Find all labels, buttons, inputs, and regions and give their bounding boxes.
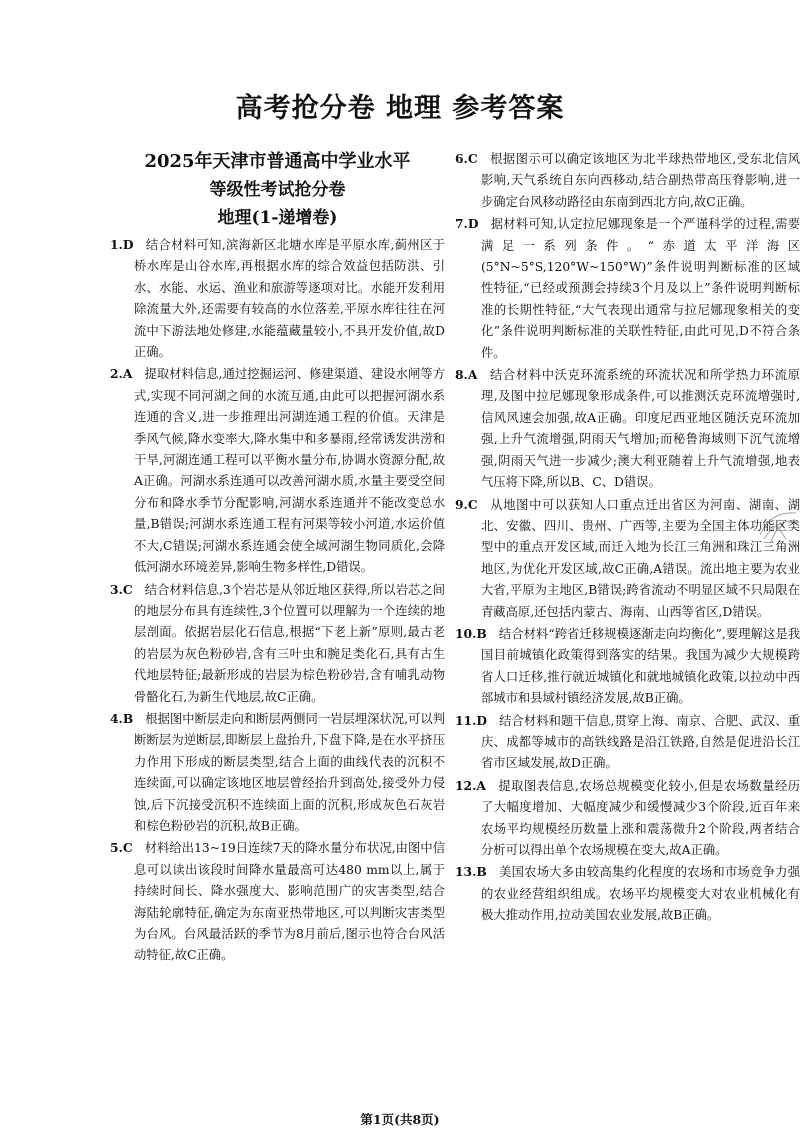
answer-number: 12. <box>455 777 477 793</box>
answer-explanation: 据材料可知,认定拉尼娜现象是一个严谨科学的过程,需要满足一系列条件。“赤道太平洋海区(5°N~5°S,120°W~150°W)”条件说明判断标准的区域性特征,“已经或预测会持续3个月及以上”条件说明判断标准的长期性特征,“大气表现出通常与拉尼娜现象相关的变化”条件说明判断标准的关联性特征,由此可见,D不符合条件。 <box>481 217 800 360</box>
answer-key: C <box>467 496 478 512</box>
page-footer: 第1页(共8页) <box>360 1112 440 1127</box>
answer-item-3 <box>110 579 445 708</box>
answer-number: 2. <box>110 366 123 382</box>
answer-explanation: 美国农场大多由较高集约化程度的农场和市场竞争力强的农业经营组织组成。农场平均规模变大对农业机械化有极大推动作用,拉动美国农业发展,故B正确。 <box>481 865 800 923</box>
answer-key: A <box>476 777 486 793</box>
answer-item-4 <box>110 708 445 837</box>
answer-item-5 <box>110 837 445 966</box>
answer-number: 5. <box>110 840 123 856</box>
answer-item-9 <box>455 494 800 623</box>
answer-item-13 <box>455 861 800 926</box>
answer-explanation: 根据图示可以确定该地区为北半球热带地区,受东北信风影响,天气系统自东向西移动,结合副热带高压脊影响,进一步确定台风移动路径由东南到西北方向,故C正确。 <box>481 152 800 209</box>
answer-key: D <box>122 237 134 252</box>
answer-number: 13. <box>455 864 477 880</box>
answer-explanation: 结合材料中沃克环流系统的环流状况和所学热力环流原理,及图中拉尼娜现象形成条件,可以推测沃克环流增强时,信风风速会加强,故A正确。印度尼西亚地区随沃克环流加强,上升气流增强,阴雨天气增加;而秘鲁海域则下沉气流增强,阴雨天气进一步减少;澳大利亚随着上升气流增强,地表气压将下降,所以B、C、D错误。 <box>481 368 800 490</box>
answer-number: 11. <box>455 712 477 728</box>
answer-explanation: 结合材料可知,滨海新区北塘水库是平原水库,蓟州区于桥水库是山谷水库,再根据水库的综合效益包括防洪、引水、水能、水运、渔业和旅游等逐项对比。水能开发利用除流量大外,还需要有较高的水位落差,平原水库往往在河流中下游法地处修建,水能蕴藏量较小,不具开发价值,故D正确。 <box>134 238 445 360</box>
answer-item-12 <box>455 775 800 862</box>
answer-number: 1. <box>110 237 123 252</box>
exam-title-line-1: 2025年天津市普通高中学业水平 <box>144 151 411 172</box>
answer-item-8 <box>455 364 800 493</box>
answer-item-6 <box>455 148 800 213</box>
answer-explanation: 从地图中可以获知人口重点迁出省区为河南、湖南、湖北、安徽、四川、贵州、广西等,主要为全国主体功能区类型中的重点开发区域,而迁入地为长江三角洲和珠江三角洲地区,为优化开发区域,故C正确,A错误。流出地主要为农业大省,平原为主地区,B错误;跨省流动不明显区域不只局限在青藏高原,还包括内蒙古、海南、山西等省区,D错误。 <box>481 497 800 619</box>
answer-key: A <box>122 366 133 382</box>
answer-explanation: 结合材料“跨省迁移规模逐渐走向均衡化”,要理解这是我国目前城镇化政策得到落实的结果。我国为减少大规模跨省人口迁移,推行就近城镇化和就地城镇化政策,以拉动中西部城市和县域村镇经济发展,故B正确。 <box>481 626 800 706</box>
right-column <box>455 148 800 927</box>
answer-number: 4. <box>110 710 123 726</box>
answer-number: 10. <box>455 625 477 641</box>
exam-title-line-3: 地理(1-递增卷) <box>217 208 338 228</box>
answer-item-2 <box>110 363 445 578</box>
answer-item-11 <box>455 710 800 775</box>
answer-key: D <box>476 712 488 728</box>
answer-key: A <box>467 367 478 383</box>
answer-explanation: 提取图表信息,农场总规模变化较小,但是农场数量经历了大幅度增加、大幅度减少和缓慢减少3个阶段,近百年来农场平均规模经历数量上涨和震荡微升2个阶段,两者结合分析可以得出单个农场规模在变大,故A正确。 <box>481 778 800 857</box>
page-title: 高考抢分卷 地理 参考答案 <box>235 93 565 124</box>
answer-number: 8. <box>455 367 468 383</box>
answer-item-7 <box>455 213 800 364</box>
answer-item-1 <box>110 234 445 363</box>
left-column <box>110 148 445 967</box>
answer-explanation: 材料给出13~19日连续7天的降水量分布状况,由图中信息可以读出该段时间降水量最高可达480 mm以上,属于持续时间长、降水强度大、影响范围广的灾害类型,结合海陆轮廓特征,确定为东南亚热带地区,可以判断灾害类型为台风。台风最活跃的季节为8月前后,图示也符合台风活动特征,故C正确。 <box>134 841 445 963</box>
answer-explanation: 结合材料信息,3个岩芯是从邻近地区获得,所以岩芯之间的地层分布具有连续性,3个位置可以理解为一个连续的地层剖面。依据岩层化石信息,根据“下老上新”原则,最古老的岩层为灰色粉砂岩,含有三叶虫和腕足类化石,具有古生代地层特征;最新形成的岩层为棕色粉砂岩,含有哺乳动物骨骼化石,为新生代地层,故C正确。 <box>134 582 445 704</box>
answer-explanation: 根据图中断层走向和断层两侧同一岩层埋深状况,可以判断断层为逆断层,即断层上盘抬升,下盘下降,是在水平挤压力作用下形成的断层类型,结合上面的曲线代表的沉积不连续面,可以确定该地区地层曾经抬升到高处,接受外力侵蚀,后下沉接受沉积不连续面上面的沉积,形成灰色石灰岩和棕色粉砂岩的沉积,故B正确。 <box>134 711 445 833</box>
answer-number: 6. <box>455 151 468 166</box>
answer-number: 7. <box>455 216 468 232</box>
answer-key: B <box>476 864 487 880</box>
answer-key: C <box>467 151 478 166</box>
watermark-stamp-icon <box>756 505 800 545</box>
answer-key: D <box>467 216 479 232</box>
exam-title-line-2: 等级性考试抢分卷 <box>209 180 346 200</box>
answer-key: B <box>122 710 134 726</box>
answer-explanation: 提取材料信息,通过挖掘运河、修建渠道、建设水闸等方式,实现不同河湖之间的水流互通,由此可以把握河湖水系连通的含义,进一步推理出河湖连通工程的价值。天津是季风气候,降水变率大,降水集中和多暴雨,经常诱发洪涝和干旱,河湖连通工程可以平衡水量分布,协调水资源分配,故A正确。河湖水系连通可以改善河湖水质,水量主要受空间分布和降水季节分配影响,河湖水系连通并不能改变总水量,B错误;河湖水系连通工程有河渠等较小河道,水运价值不大,C错误;河湖水系连通会使全域河湖生物同质化,会降低河湖水环境差异,影响生物多样性,D错误。 <box>134 367 445 575</box>
answer-number: 3. <box>110 581 123 597</box>
answer-key: B <box>476 625 487 641</box>
answer-key: C <box>122 581 133 597</box>
answer-explanation: 结合材料和题干信息,贯穿上海、南京、合肥、武汉、重庆、成都等城市的高铁线路是沿江铁路,自然是促进沿长江省市区域发展,故D正确。 <box>481 713 800 771</box>
answer-number: 9. <box>455 496 468 512</box>
answer-key: C <box>122 840 133 856</box>
answer-item-10 <box>455 623 800 710</box>
